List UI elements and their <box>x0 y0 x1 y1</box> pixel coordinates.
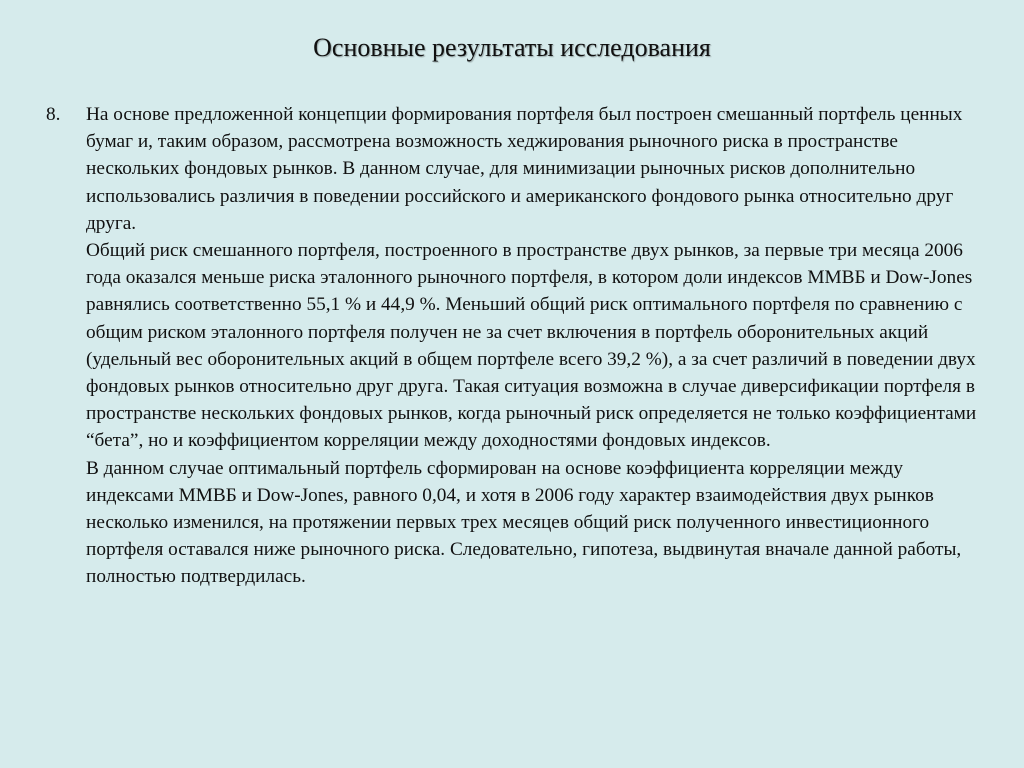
paragraph-3: В данном случае оптимальный портфель сформирован на основе коэффициента корреляции между индексами ММВБ и Dow-Jones, равного 0,04, и хотя в 2006 году характер взаимодействия двух рынков несколько изменился, на протяжении первых трех месяцев общий риск полученного инвестиционного портфеля оставался ниже рыночного риска. Следовательно, гипотеза, выдвинутая вначале данной работы, полностью подтвердилась. <box>86 457 962 588</box>
item-number: 8. <box>46 104 61 125</box>
numbered-item <box>46 101 986 591</box>
paragraph-2: Общий риск смешанного портфеля, построенного в пространстве двух рынков, за первые три месяца 2006 года оказался меньше риска эталонного рыночного портфеля, в котором доли индексов ММВБ и Dow-Jones равнялись соответственно 55,1 % и 44,9 %. Меньший общий риск оптимального портфеля по сравнению с общим риском эталонного портфеля получен не за счет включения в портфель оборонительных акций (удельный вес оборонительных акций в общем портфеле всего 39,2 %), а за счет различий в поведении двух фондовых рынков относительно друг друга. Такая ситуация возможна в случае диверсификации портфеля в пространстве нескольких фондовых рынков, когда рыночный риск определяется не только коэффициентами “бета”, но и коэффициентом корреляции между доходностями фондовых индексов. <box>86 240 977 452</box>
item-body <box>86 101 986 591</box>
paragraph-1: На основе предложенной концепции формирования портфеля был построен смешанный портфель ценных бумаг и, таким образом, рассмотрена возможность хеджирования рыночного риска в пространстве нескольких фондовых рынков. В данном случае, для минимизации рыночных рисков дополнительно использовались различия в поведении российского и американского фондового рынка относительно друг друга. <box>86 104 963 234</box>
slide-title: Основные результаты исследования <box>313 33 711 62</box>
